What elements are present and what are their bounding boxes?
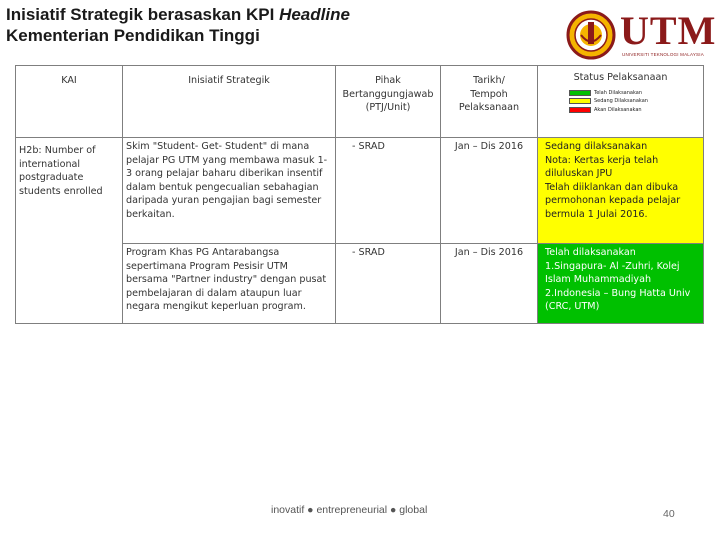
title-line-2: Kementerian Pendidikan Tinggi [6,26,260,45]
table-header-row [16,66,704,138]
legend-item-planned: Akan Dilaksanakan [569,106,700,115]
status-legend [541,89,700,115]
kai-cell: H2b: Number of international postgraduate students enrolled [16,138,123,324]
title-line-1 [6,4,350,25]
title-headline-emphasis: Headline [279,5,350,24]
footer-tagline: inovatif ● entrepreneurial ● global [271,504,428,516]
header-inisiatif: Inisiatif Strategik [123,66,336,138]
legend-swatch-red [569,107,591,113]
utm-logo [566,8,717,64]
inisiatif-cell: Program Khas PG Antarabangsa sepertimana Program Pesisir UTM bersama "Partner industry" dengan pusat pembelajaran di dalam ataupun luar negara mengikut keperluan program. [123,244,336,324]
pihak-cell: - SRAD [336,138,441,244]
page-number: 40 [663,508,675,520]
header-kai: KAI [16,66,123,138]
legend-swatch-yellow [569,98,591,104]
table-row [16,138,704,244]
utm-crest-icon [566,10,616,60]
title-text: Inisiatif Strategik berasaskan KPI [6,5,280,24]
header-pihak: Pihak Bertanggungjawab (PTJ/Unit) [336,66,441,138]
legend-swatch-green [569,90,591,96]
utm-logo-subtext: UNIVERSITI TEKNOLOGI MALAYSIA [622,52,704,57]
utm-logo-text: UTM [620,8,717,53]
slide-title [6,4,350,46]
status-cell-ongoing: Sedang dilaksanakan Nota: Kertas kerja telah diluluskan JPU Telah diiklankan dan dibuka permohonan kepada pelajar bermula 1 Julai 2016. [538,138,704,244]
legend-item-ongoing: Sedang Dilaksanakan [569,97,700,106]
initiative-table [15,65,704,324]
header-tarikh: Tarikh/ Tempoh Pelaksanaan [441,66,538,138]
header-status: Status Pelaksanaan Telah Dilaksanakan Sedang Dilaksanakan Akan Dilaksanakan [538,66,704,138]
inisiatif-cell: Skim "Student- Get- Student" di mana pelajar PG UTM yang membawa masuk 1- 3 orang pelajar baharu diberikan insentif dalam bentuk pengecualian sebahagian daripada yuran pengajian bagi semester berkaitan. [123,138,336,244]
tarikh-cell: Jan – Dis 2016 [441,244,538,324]
pihak-cell: - SRAD [336,244,441,324]
tarikh-cell: Jan – Dis 2016 [441,138,538,244]
status-cell-done: Telah dilaksanakan 1.Singapura- Al -Zuhri, Kolej Islam Muhammadiyah 2.Indonesia – Bung Hatta Univ (CRC, UTM) [538,244,704,324]
legend-item-done: Telah Dilaksanakan [569,89,700,98]
